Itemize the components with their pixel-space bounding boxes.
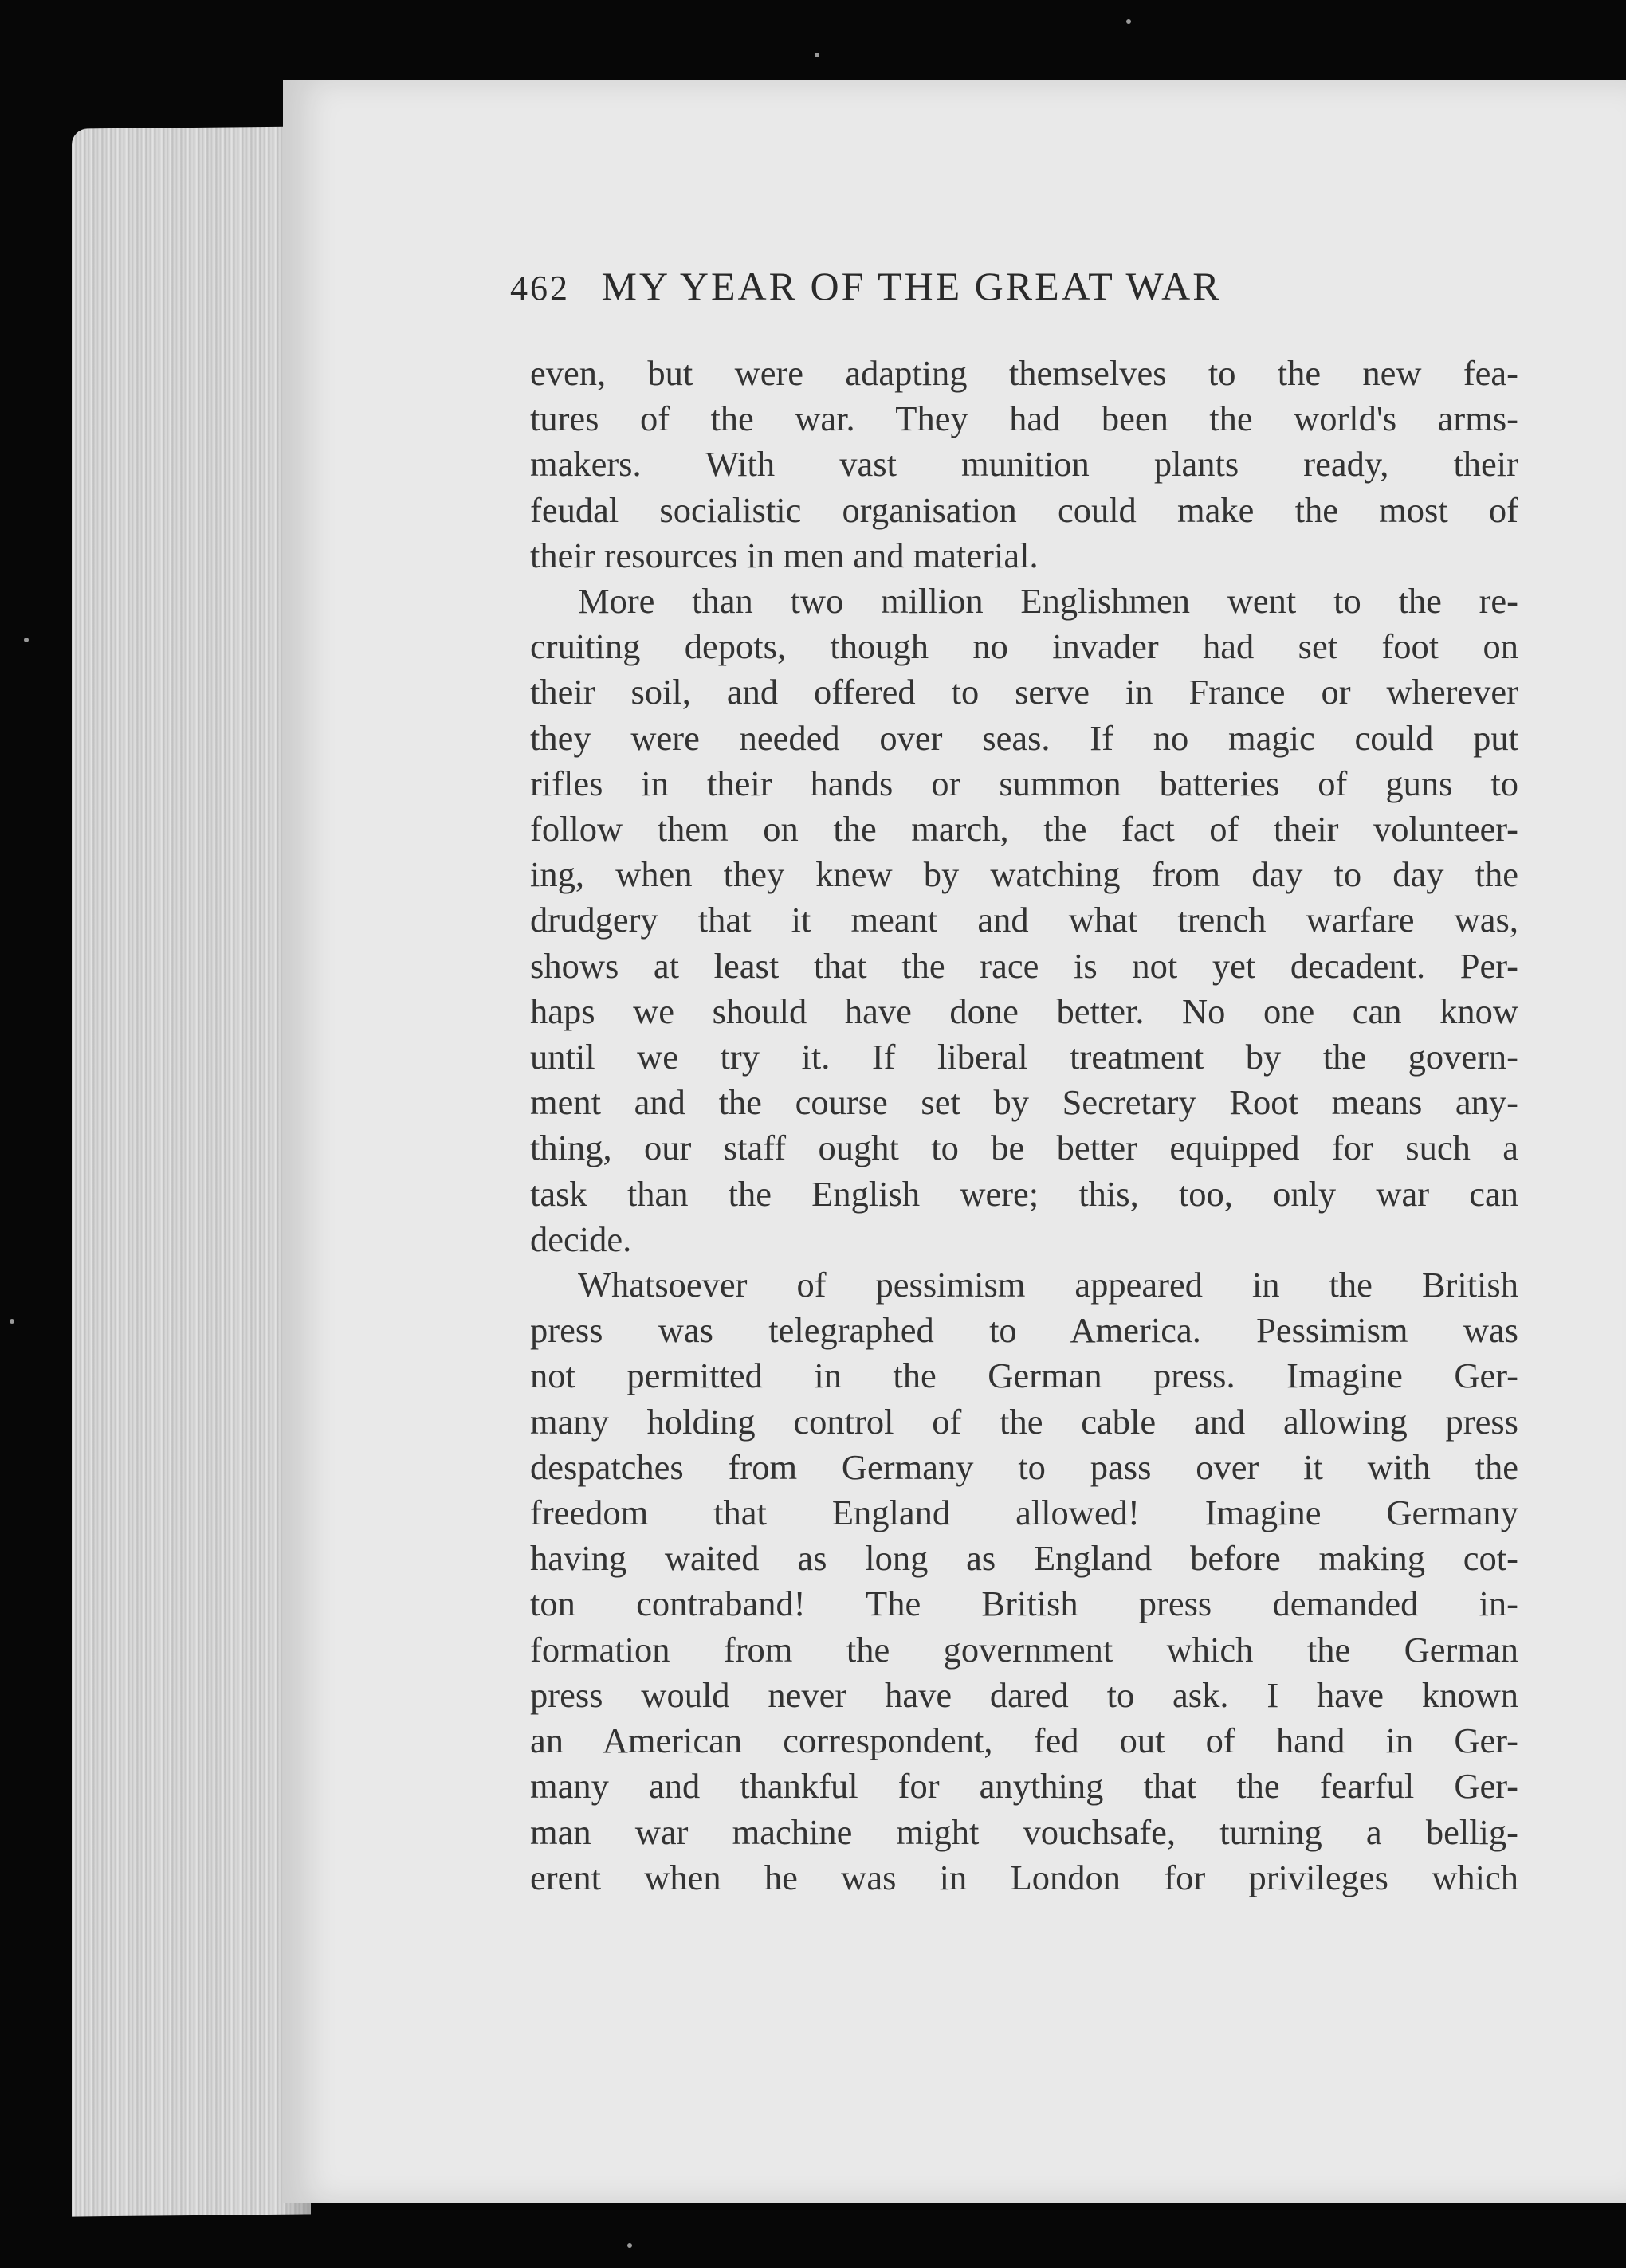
text-line: man war machine might vouchsafe, turning a bellig- — [530, 1811, 1518, 1852]
text-line: having waited as long as England before making cot- — [530, 1538, 1518, 1579]
text-line: their resources in men and material. — [530, 535, 1039, 575]
text-line: decide. — [530, 1218, 632, 1259]
paragraph — [530, 1262, 1518, 1901]
dust-speck — [10, 1319, 14, 1324]
text-line: press would never have dared to ask. I have known — [530, 1674, 1518, 1715]
text-line: tures of the war. They had been the world's arms- — [530, 398, 1518, 439]
dust-speck — [815, 53, 819, 57]
text-line: an American correspondent, fed out of hand in Ger- — [530, 1721, 1518, 1761]
text-line: Whatsoever of pessimism appeared in the British — [578, 1265, 1518, 1305]
page-number: 462 — [510, 269, 570, 308]
text-line: shows at least that the race is not yet decadent. Per- — [530, 945, 1518, 986]
text-line: haps we should have done better. No one can know — [530, 991, 1518, 1031]
paragraph — [530, 579, 1518, 1262]
text-line: feudal socialistic organisation could make the most of — [530, 489, 1518, 530]
text-line: formation from the government which the German — [530, 1629, 1518, 1670]
text-line: task than the English were; this, too, only war can — [530, 1173, 1518, 1214]
body-text — [530, 351, 1518, 1901]
text-line: erent when he was in London for privileges which — [530, 1857, 1518, 1897]
text-line: cruiting depots, though no invader had set foot on — [530, 626, 1518, 667]
text-line: thing, our staff ought to be better equipped for such a — [530, 1128, 1518, 1168]
text-line: until we try it. If liberal treatment by the govern- — [530, 1037, 1518, 1077]
text-line: makers. With vast munition plants ready, their — [530, 444, 1518, 485]
running-title: MY YEAR OF THE GREAT WAR — [601, 264, 1222, 308]
text-line: press was telegraphed to America. Pessimism was — [530, 1310, 1518, 1351]
text-line: More than two million Englishmen went to the re- — [578, 581, 1518, 622]
text-line: drudgery that it meant and what trench warfare was, — [530, 900, 1518, 940]
text-line: despatches from Germany to pass over it with the — [530, 1446, 1518, 1487]
text-line: follow them on the march, the fact of their volunteer- — [530, 809, 1518, 850]
running-header — [510, 263, 1387, 309]
text-line: many holding control of the cable and allowing press — [530, 1401, 1518, 1442]
text-line: they were needed over seas. If no magic could put — [530, 717, 1518, 758]
page-edges — [72, 126, 311, 2216]
dust-speck — [1126, 19, 1131, 24]
text-line: freedom that England allowed! Imagine Germany — [530, 1493, 1518, 1533]
dust-speck — [24, 638, 29, 642]
text-line: many and thankful for anything that the fearful Ger- — [530, 1766, 1518, 1807]
text-line: rifles in their hands or summon batteries of guns to — [530, 763, 1518, 803]
paragraph — [530, 351, 1518, 579]
dust-speck — [627, 2243, 632, 2248]
text-line: even, but were adapting themselves to the new fea- — [530, 353, 1518, 393]
text-line: ment and the course set by Secretary Root means any- — [530, 1082, 1518, 1123]
text-line: ing, when they knew by watching from day to day the — [530, 854, 1518, 895]
text-line: their soil, and offered to serve in France or wherever — [530, 672, 1518, 712]
text-line: ton contraband! The British press demanded in- — [530, 1583, 1518, 1624]
text-line: not permitted in the German press. Imagine Ger- — [530, 1356, 1518, 1396]
